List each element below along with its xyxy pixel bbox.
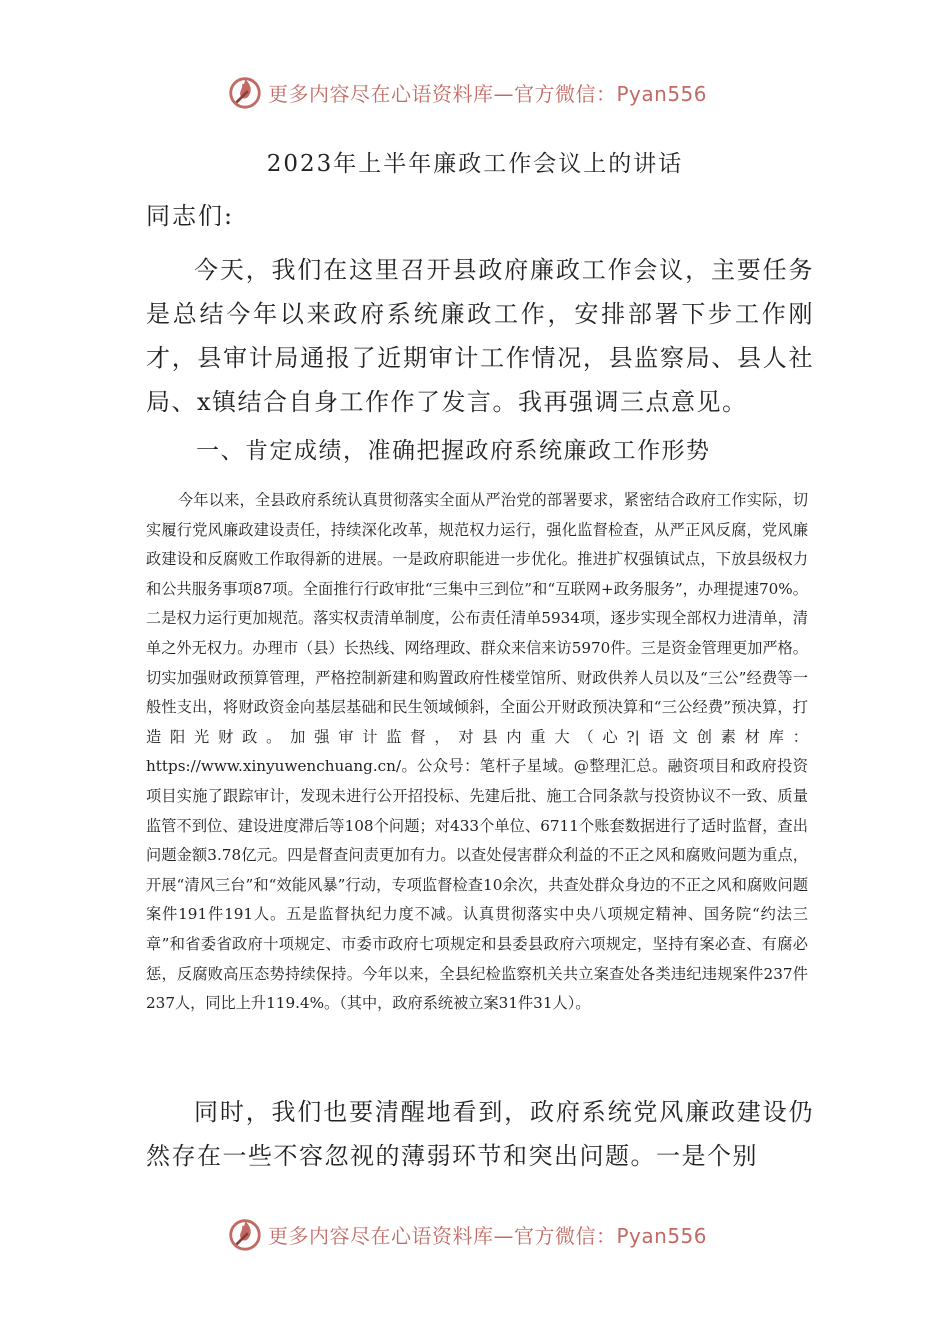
document-title: 2023年上半年廉政工作会议上的讲话 (266, 151, 684, 177)
flame-logo-icon (226, 1215, 264, 1253)
watermark-text: 更多内容尽在心语资料库—官方微信：Pyan556 (268, 1223, 708, 1248)
watermark-banner-bottom (0, 1214, 950, 1254)
section-body-paragraph: 今年以来，全县政府系统认真贯彻落实全面从严治党的部署要求，紧密结合政府工作实际，切实履行党风廉政建设责任，持续深化改革，规范权力运行，强化监督检查，从严正风反腐，党风廉政建设和反腐败工作取得新的进展。一是政府职能进一步优化。推进扩权强镇试点，下放县级权力和公共服务事项87项。全面推行行政审批“三集中三到位”和“互联网+政务服务”，办理提速70%。二是权力运行更加规范。落实权责清单制度，公布责任清单5934项，逐步实现全部权力进清单，清单之外无权力。办理市（县）长热线、网络理政、群众来信来访5970件。三是资金管理更加严格。切实加强财政预算管理，严格控制新建和购置政府性楼堂馆所、财政供养人员以及“三公”经费等一般性支出，将财政资金向基层基础和民生领域倾斜，全面公开财政预决算和“三公经费”预决算，打造阳光财政。加强审计监督，对县内重大（心?|语文创素材库：https://www.xinyuwenchuang.cn/。公众号：笔杆子星域。@整理汇总。融资项目和政府投资项目实施了跟踪审计，发现未进行公开招投标、先建后批、施工合同条款与投资协议不一致、质量监管不到位、建设进度滞后等108个问题；对433个单位、6711个账套数据进行了适时监督，查出问题金额3.78亿元。四是督查问责更加有力。以查处侵害群众利益的不正之风和腐败问题为重点，开展“清风三台”和“效能风暴”行动，专项监督检查10余次，共查处群众身边的不正之风和腐败问题案件191件191人。五是监督执纪力度不减。认真贯彻落实中央八项规定精神、国务院“约法三章”和省委省政府十项规定、市委市政府七项规定和县委县政府六项规定，坚持有案必查、有腐必惩，反腐败高压态势持续保持。今年以来，全县纪检监察机关共立案查处各类违纪违规案件237件237人，同比上升119.4%。（其中，政府系统被立案31件31人）。 (146, 491, 808, 1013)
salutation: 同志们: (146, 202, 235, 230)
closing-paragraph: 同时，我们也要清醒地看到，政府系统党风廉政建设仍然存在一些不容忽视的薄弱环节和突出问题。一是个别 (146, 1098, 814, 1170)
watermark-text: 更多内容尽在心语资料库—官方微信：Pyan556 (268, 81, 708, 106)
intro-paragraph: 今天，我们在这里召开县政府廉政工作会议，主要任务是总结今年以来政府系统廉政工作，安排部署下步工作刚才，县审计局通报了近期审计工作情况，县监察局、县人社局、x镇结合自身工作作了发言。我再强调三点意见。 (146, 256, 814, 416)
section-heading: 一、肯定成绩，准确把握政府系统廉政工作形势 (196, 438, 711, 464)
watermark-banner-top (0, 72, 950, 112)
flame-logo-icon (226, 73, 264, 111)
